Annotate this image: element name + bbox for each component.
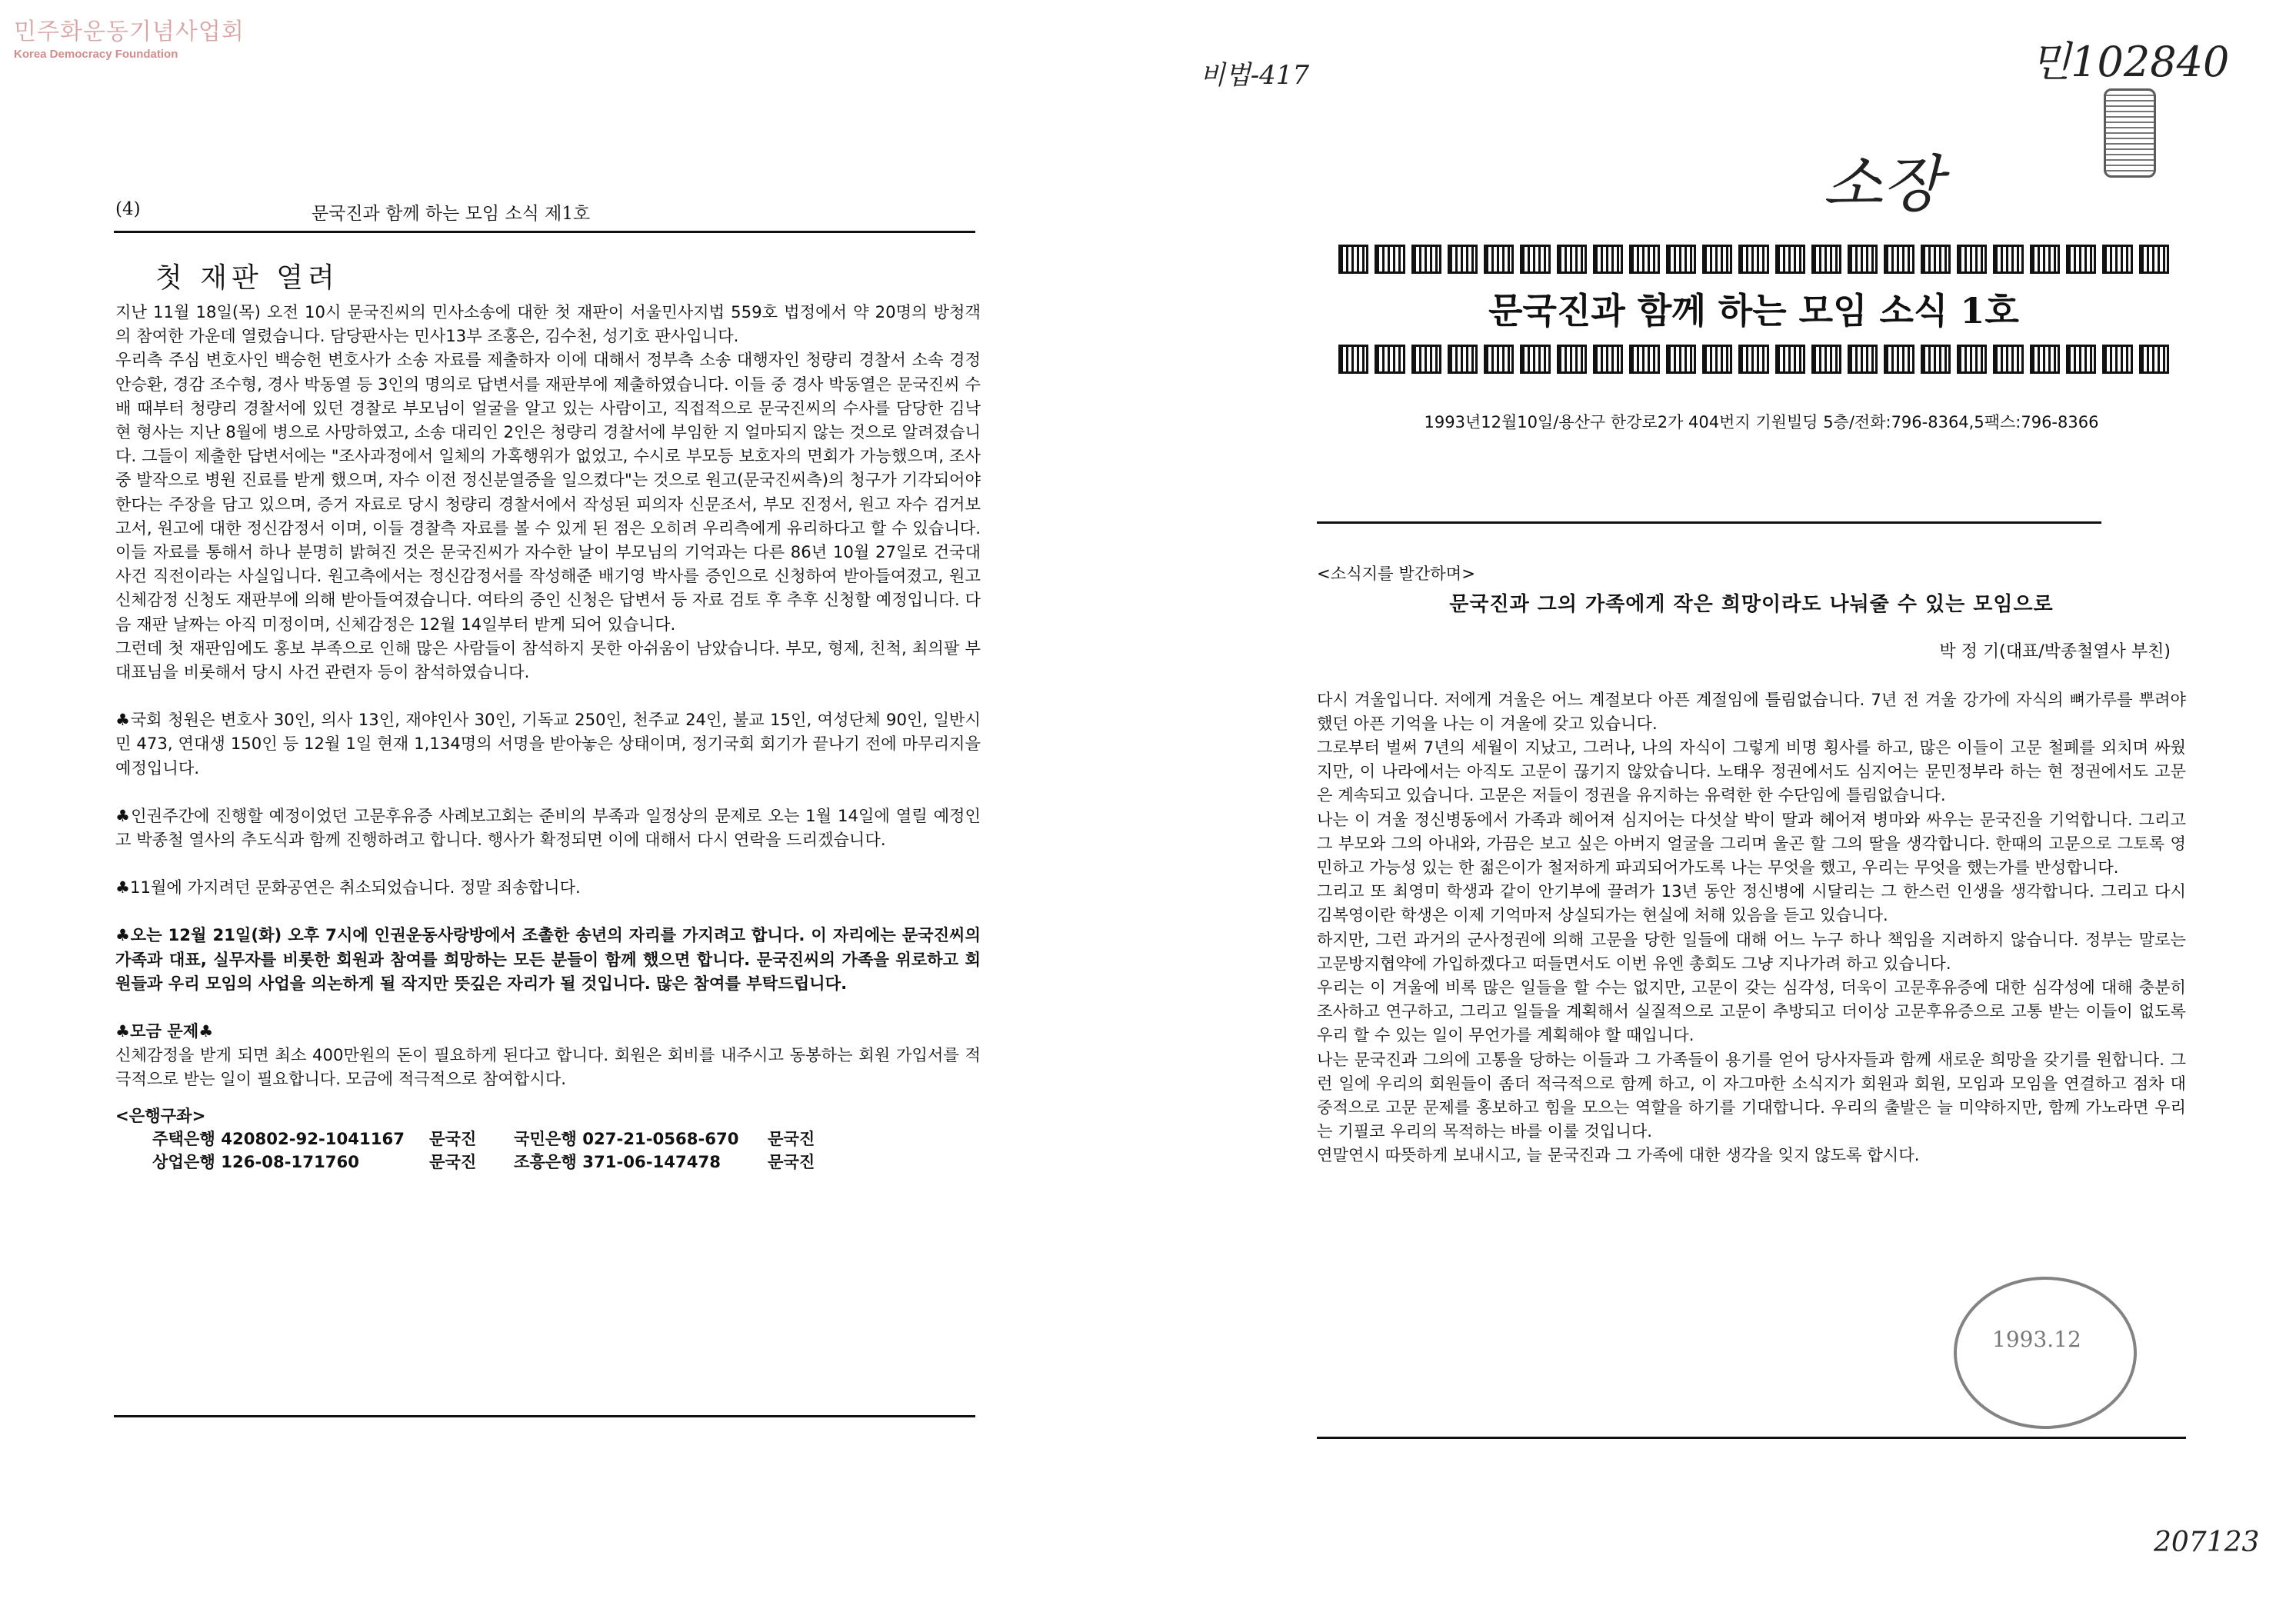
paragraph: 하지만, 그런 과거의 군사정권에 의해 고문을 당한 일들에 대해 어느 누구 하나 책임을 지려하지 않습니다. 정부는 말로는 고문방지협약에 가입하겠다고 떠들면서도 이번 유엔 총회도 그냥 지나가려 하고 있습니다. [1317,929,2186,973]
article-subtitle: 문국진과 그의 가족에게 작은 희망이라도 나눠줄 수 있는 모임으로 [1449,593,2054,617]
paragraph: 그런데 첫 재판임에도 홍보 부족으로 인해 많은 사람들이 참석하지 못한 아쉬움이 남았습니다. 부모, 형제, 친척, 최의팔 부대표님을 비롯해서 당시 사건 관련자 등이 참석하였습니다. [115,638,981,682]
fund-title: ♣모금 문제♣ [115,1021,214,1041]
watermark-english: Korea Democracy Foundation [14,48,178,61]
paragraph: 나는 이 겨울 정신병동에서 가족과 헤어져 심지어는 다섯살 박이 딸과 헤어져 병마와 싸우는 문국진을 기억합니다. 그리고 그 부모와 그의 아내와, 가끔은 보고 싶은 아버지 얼굴을 그리며 울곤 할 그의 딸을 생각합니다. 한때의 고문으로 그토록 영민하고 가능성 있는 한 젊은이가 철저하게 파괴되어가도록 나는 무엇을 했고, 우리는 무엇을 했는가를 반성합니다. [1317,809,2186,878]
paragraph: 다시 겨울입니다. 저에게 겨울은 어느 계절보다 아픈 계절임에 틀림없습니다. 7년 전 겨울 강가에 자식의 뼈가루를 뿌려야 했던 아픈 기억을 나는 이 겨울에 갖고 있습니다. [1317,689,2186,733]
section-tag: <소식지를 발간하며> [1317,564,1475,583]
paragraph: 나는 문국진과 그의에 고통을 당하는 이들과 그 가족들이 용기를 얻어 당사자들과 함께 새로운 희망을 갖기를 원합니다. 그런 일에 우리의 회원들이 좀더 적극적으로 함께 하고, 이 자그마한 소식지가 회원과 회원, 모임과 모임을 연결하고 점차 대중적으로 고문 문제를 홍보하고 힘을 모으는 역할을 하기를 기대합니다. 우리의 출발은 늘 미약하지만, 함께 가노라면 우리는 기필코 우리의 목적하는 바를 이룰 것입니다. [1317,1049,2186,1141]
handwritten-code: 비법-417 [1200,60,1310,91]
stamp-date: 1993.12 [1992,1327,2081,1352]
bank-account: 주택은행 420802-92-1041167 [152,1128,405,1148]
page-number: (4) [115,199,141,219]
paragraph: 지난 11월 18일(목) 오전 10시 문국진씨의 민사소송에 대한 첫 재판이 서울민사지법 559호 법정에서 약 20명의 방청객의 참여한 가운데 열렸습니다. 담당판사는 민사13부 조홍은, 김수천, 성기호 판사입니다. [115,302,981,346]
header-rule [114,231,975,233]
note: ♣국회 청원은 변호사 30인, 의사 13인, 재야인사 30인, 기독교 250인, 천주교 24인, 불교 15인, 여성단체 90인, 일반시민 473, 연대생 150인 등 12월 1일 현재 1,134명의 서명을 받아놓은 상태이며, 정기국회 회기가 끝나기 전에 마무리지을 예정입니다. [115,710,981,778]
note: ♣11월에 가지려던 문화공연은 취소되었습니다. 정말 죄송합니다. [115,878,581,898]
paragraph: 우리는 이 겨울에 비록 많은 일들을 할 수는 없지만, 고문이 갖는 심각성, 더욱이 고문후유증에 대한 심각성에 대해 충분히 조사하고 연구하고, 그리고 일들을 계획해서 실질적으로 고문이 추방되고 더이상 고문후유증으로 고통 받는 이들이 없도록 우리 할 수 있는 일이 무언가를 계획해야 할 때입니다. [1317,978,2186,1045]
newsletter-title: 문국진과 함께 하는 모임 소식 1호 [1488,290,2019,331]
left-page-header [115,196,969,227]
left-page-body [115,261,981,1174]
fund-text: 신체감정을 받게 되면 최소 400만원의 돈이 필요하게 된다고 합니다. 회원은 회비를 내주시고 동봉하는 회원 가입서를 적극적으로 받는 일이 필요합니다. 모금에 적극적으로 참여합시다. [115,1045,981,1089]
handwritten-page-number: 207123 [2154,1527,2260,1558]
watermark-logo [14,12,245,61]
right-page-body [1317,561,2186,1167]
decorative-stripe-bottom [1338,345,2169,374]
header-title: 문국진과 함께 하는 모임 소식 제1호 [312,204,591,224]
received-stamp [1954,1277,2137,1429]
footer-rule-right [1317,1437,2186,1439]
bank-account: 국민은행 027-21-0568-670 [514,1128,739,1148]
handwritten-mark: 소장 [1823,148,1942,220]
account-holder: 문국진 [768,1128,815,1148]
note: ♣인권주간에 진행할 예정이었던 고문후유증 사례보고회는 준비의 부족과 일정상의 문제로 오는 1월 14일에 열릴 예정인 고 박종철 열사의 추도식과 함께 진행하려고 합니다. 행사가 확정되면 이에 대해서 다시 연락을 드리겠습니다. [115,805,981,850]
masthead-rule [1317,521,2101,524]
article-title: 첫 재판 열려 [155,262,339,294]
author-line: 박 정 기(대표/박종철열사 부친) [1939,642,2171,662]
footer-rule [114,1415,975,1417]
bank-account: 조흥은행 371-06-147478 [514,1151,721,1171]
paragraph: 연말연시 따뜻하게 보내시고, 늘 문국진과 그 가족에 대한 생각을 잊지 않도록 합시다. [1317,1145,1920,1165]
publication-info: 1993년12월10일/용산구 한강로2가 404번지 기원빌딩 5층/전화:796-8364,5팩스:796-8366 [1424,413,2099,431]
event-note: ♣오는 12월 21일(화) 오후 7시에 인권운동사랑방에서 조촐한 송년의 자리를 가지려고 합니다. 이 자리에는 문국진씨의 가족과 대표, 실무자를 비롯한 회원과 참여를 희망하는 모든 분들이 함께 했으면 합니다. 문국진씨의 가족을 위로하고 회원들과 우리 모임의 사업을 의논하게 될 작지만 뜻깊은 자리가 될 것입니다. 많은 참여를 부탁드립니다. [115,925,981,993]
account-holder: 문국진 [768,1151,815,1171]
watermark-korean: 민주화운동기념사업회 [14,18,245,45]
account-holder: 문국진 [429,1128,477,1148]
bank-account: 상업은행 126-08-171760 [152,1151,359,1171]
handwritten-archive-number: 민102840 [2031,38,2230,86]
paragraph: 그리고 또 최영미 학생과 같이 안기부에 끌려가 13년 동안 정신병에 시달리는 그 한스런 인생을 생각합니다. 그리고 다시 김복영이란 학생은 이제 기억마저 상실되가는 현실에 처해 있음을 듣고 있습니다. [1317,881,2186,925]
paragraph: 그로부터 벌써 7년의 세월이 지났고, 그러나, 나의 자식이 그렇게 비명 횡사를 하고, 많은 이들이 고문 철폐를 외치며 싸웠지만, 이 나라에서는 아직도 고문이 끊기지 않았습니다. 노태우 정권에서도 심지어는 문민정부라 하는 현 정권에서도 고문은 계속되고 있습니다. 고문은 저들이 정권을 유지하는 유력한 한 수단임에 틀림없습니다. [1317,738,2186,805]
paragraph: 우리측 주심 변호사인 백승헌 변호사가 소송 자료를 제출하자 이에 대해서 정부측 소송 대행자인 청량리 경찰서 소속 경정 안승환, 경감 조수형, 경사 박동열 등 3인의 명의로 답변서를 재판부에 제출하였습니다. 이들 중 경사 박동열은 문국진씨 수배 때부터 청량리 경찰서에 있던 경찰로 부모님이 얼굴을 알고 있는 사람이고, 직접적으로 문국진씨의 수사를 담당한 김낙현 형사는 지난 8월에 병으로 사망하였고, 소송 대리인 2인은 청량리 경찰서에 부임한 지 얼마되지 않는 것으로 알려졌습니다. 그들이 제출한 답변서에는 "조사과정에서 일체의 가혹행위가 없었고, 수시로 부모등 보호자의 면회가 가능했으며, 조사중 발작으로 병원 진료를 받게 했으며, 자수 이전 정신분열증을 일으켰다"는 것으로 원고(문국진씨측)의 청구가 기각되어야 한다는 주장을 담고 있으며, 증거 자료로 당시 청량리 경찰서에서 작성된 피의자 신문조서, 부모 진정서, 원고 자수 검거보고서, 원고에 대한 정신감정서 이며, 이들 경찰측 자료를 볼 수 있게 된 점은 오히려 우리측에게 유리하다고 할 수 있습니다. 이들 자료를 통해서 하나 분명히 밝혀진 것은 문국진씨가 자수한 날이 부모님의 기억과는 다른 86년 10월 27일로 건국대 사건 직전이라는 사실입니다. 원고측에서는 정신감정서를 작성해준 배기영 박사를 증인으로 신청하여 받아들여졌고, 원고 신체감정 신청도 재판부에 의해 받아들여졌습니다. 여타의 증인 신청은 답변서 등 자료 검토 후 추후 신청할 예정입니다. 다음 재판 날짜는 아직 미정이며, 신체감정은 12월 14일부터 받게 되어 있습니다. [115,350,981,634]
archive-seal [2104,88,2156,178]
bank-row [152,1151,981,1174]
bank-row [152,1127,981,1151]
decorative-stripe-top [1338,245,2169,274]
bank-title: <은행구좌> [115,1105,206,1125]
account-holder: 문국진 [429,1151,477,1171]
